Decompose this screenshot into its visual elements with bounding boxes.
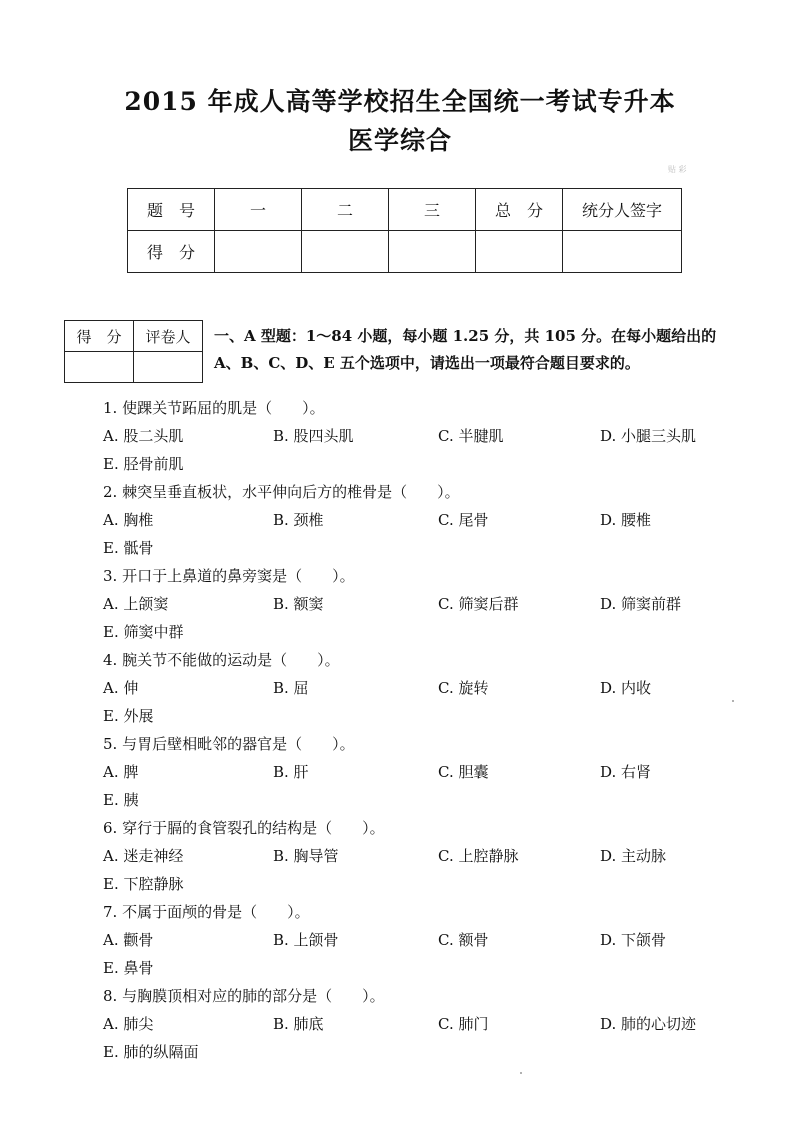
option-a[interactable]: A. 上颌窦 — [103, 595, 169, 613]
question-item — [103, 646, 783, 730]
exam-subject: 医学综合 — [347, 126, 452, 155]
score-row-label: 得 分 — [128, 231, 215, 273]
option-b[interactable]: B. 上颌骨 — [273, 931, 339, 949]
question-stem: 6. 穿行于膈的食管裂孔的结构是（ ）。 — [103, 819, 385, 837]
option-b[interactable]: B. 肝 — [273, 763, 309, 781]
option-d[interactable]: D. 肺的心切迹 — [600, 1015, 697, 1033]
option-row — [103, 506, 783, 534]
option-b[interactable]: B. 屈 — [273, 679, 309, 697]
scan-speck — [520, 1072, 522, 1074]
option-a[interactable]: A. 胸椎 — [103, 511, 154, 529]
score-table-header-row — [128, 189, 682, 231]
option-c[interactable]: C. 肺门 — [438, 1015, 489, 1033]
grader-score-cell[interactable] — [65, 352, 134, 383]
option-row — [103, 926, 783, 954]
grader-score-label: 得 分 — [65, 321, 134, 352]
question-stem: 4. 腕关节不能做的运动是（ ）。 — [103, 651, 340, 669]
score-header-cell: 一 — [215, 189, 302, 231]
option-d[interactable]: D. 小腿三头肌 — [600, 427, 697, 445]
option-a[interactable]: A. 迷走神经 — [103, 847, 184, 865]
option-c[interactable]: C. 额骨 — [438, 931, 489, 949]
option-a[interactable]: A. 伸 — [103, 679, 139, 697]
option-d[interactable]: D. 内收 — [600, 679, 652, 697]
score-header-cell: 三 — [389, 189, 476, 231]
question-item — [103, 478, 783, 562]
question-list — [103, 394, 783, 1066]
score-cell-signature[interactable] — [563, 231, 682, 273]
grader-box — [64, 320, 203, 383]
option-e[interactable]: E. 胰 — [103, 791, 139, 809]
exam-title: 2015 年成人高等学校招生全国统一考试专升本 — [124, 87, 676, 116]
option-e[interactable]: E. 外展 — [103, 707, 154, 725]
option-b[interactable]: B. 额窦 — [273, 595, 324, 613]
section-line-1: 一、A 型题：1～84 小题，每小题 1.25 分，共 105 分。在每小题给出的 — [214, 327, 717, 345]
option-b[interactable]: B. 肺底 — [273, 1015, 324, 1033]
question-item — [103, 898, 783, 982]
option-row — [103, 422, 783, 450]
question-stem: 3. 开口于上鼻道的鼻旁窦是（ ）。 — [103, 567, 355, 585]
question-stem: 5. 与胃后壁相毗邻的器官是（ ）。 — [103, 735, 355, 753]
question-item — [103, 982, 783, 1066]
score-cell-3[interactable] — [389, 231, 476, 273]
question-item — [103, 562, 783, 646]
option-a[interactable]: A. 肺尖 — [103, 1015, 154, 1033]
option-c[interactable]: C. 筛窦后群 — [438, 595, 519, 613]
option-e[interactable]: E. 骶骨 — [103, 539, 154, 557]
option-a[interactable]: A. 股二头肌 — [103, 427, 184, 445]
option-a[interactable]: A. 脾 — [103, 763, 139, 781]
score-cell-1[interactable] — [215, 231, 302, 273]
option-e[interactable]: E. 肺的纵隔面 — [103, 1043, 199, 1061]
score-cell-2[interactable] — [302, 231, 389, 273]
score-table-score-row — [128, 231, 682, 273]
score-header-cell: 二 — [302, 189, 389, 231]
option-e[interactable]: E. 胫骨前肌 — [103, 455, 184, 473]
score-header-cell: 题 号 — [128, 189, 215, 231]
grader-reviewer-cell[interactable] — [134, 352, 203, 383]
option-row — [103, 590, 783, 618]
option-c[interactable]: C. 半腱肌 — [438, 427, 504, 445]
option-c[interactable]: C. 尾骨 — [438, 511, 489, 529]
option-b[interactable]: B. 胸导管 — [273, 847, 339, 865]
option-row — [103, 758, 783, 786]
option-d[interactable]: D. 下颌骨 — [600, 931, 667, 949]
question-item — [103, 814, 783, 898]
score-header-cell: 统分人签字 — [563, 189, 682, 231]
question-item — [103, 394, 783, 478]
option-b[interactable]: B. 股四头肌 — [273, 427, 354, 445]
score-header-cell: 总 分 — [476, 189, 563, 231]
question-stem: 1. 使踝关节跖屈的肌是（ ）。 — [103, 399, 325, 417]
option-row — [103, 674, 783, 702]
option-row — [103, 842, 783, 870]
section-instructions — [214, 323, 754, 377]
question-stem: 2. 棘突呈垂直板状，水平伸向后方的椎骨是（ ）。 — [103, 483, 460, 501]
option-e[interactable]: E. 下腔静脉 — [103, 875, 184, 893]
option-a[interactable]: A. 颧骨 — [103, 931, 154, 949]
question-item — [103, 730, 783, 814]
option-d[interactable]: D. 右肾 — [600, 763, 652, 781]
score-cell-total[interactable] — [476, 231, 563, 273]
score-table — [127, 188, 682, 273]
option-d[interactable]: D. 主动脉 — [600, 847, 667, 865]
scan-speck — [732, 700, 734, 702]
option-d[interactable]: D. 筛窦前群 — [600, 595, 682, 613]
corner-mark: 贴 彩 — [668, 165, 687, 174]
option-b[interactable]: B. 颈椎 — [273, 511, 324, 529]
option-c[interactable]: C. 旋转 — [438, 679, 489, 697]
option-e[interactable]: E. 筛窦中群 — [103, 623, 184, 641]
question-stem: 7. 不属于面颅的骨是（ ）。 — [103, 903, 310, 921]
option-d[interactable]: D. 腰椎 — [600, 511, 652, 529]
option-e[interactable]: E. 鼻骨 — [103, 959, 154, 977]
grader-reviewer-label: 评卷人 — [134, 321, 203, 352]
question-stem: 8. 与胸膜顶相对应的肺的部分是（ ）。 — [103, 987, 385, 1005]
option-row — [103, 1010, 783, 1038]
option-c[interactable]: C. 上腔静脉 — [438, 847, 519, 865]
option-c[interactable]: C. 胆囊 — [438, 763, 489, 781]
section-line-2: A、B、C、D、E 五个选项中，请选出一项最符合题目要求的。 — [214, 354, 640, 372]
